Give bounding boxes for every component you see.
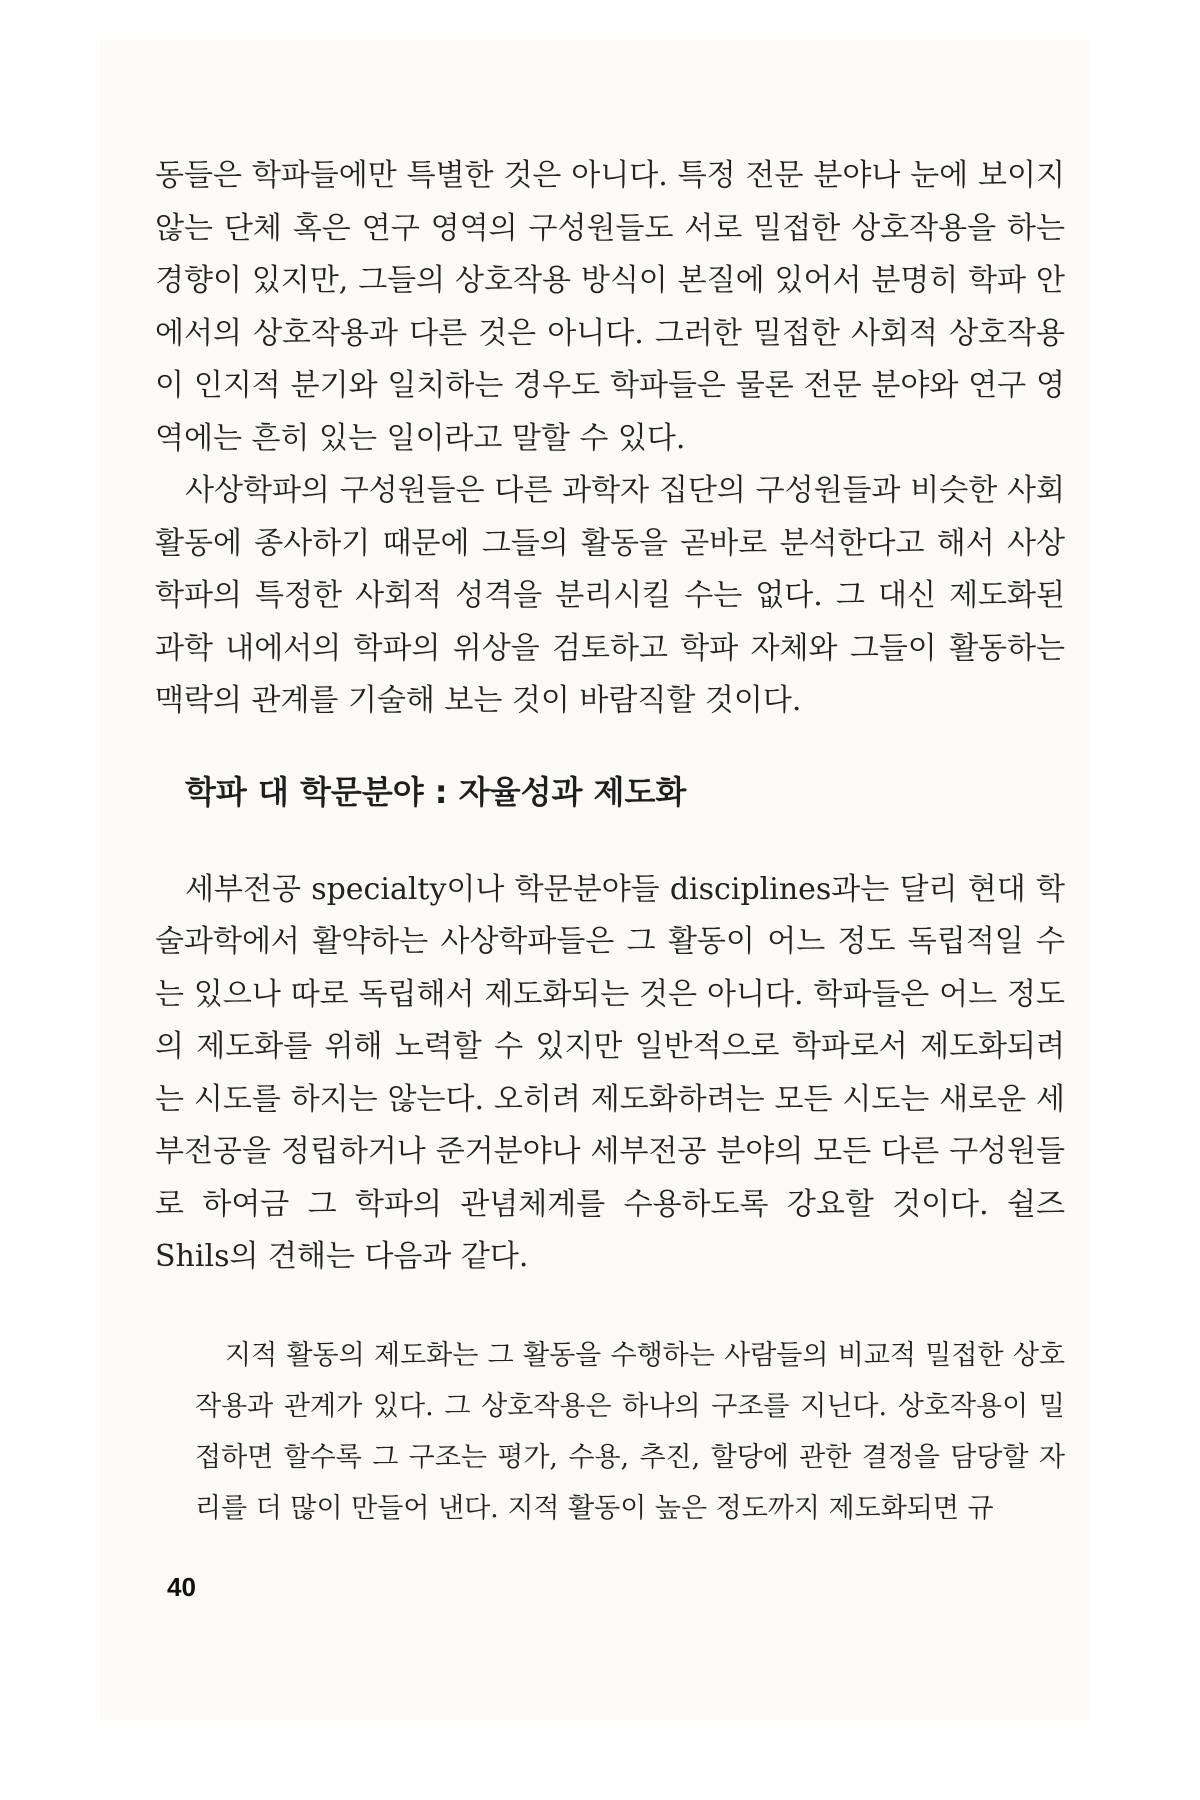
paragraph-school-members: 사상학파의 구성원들은 다른 과학자 집단의 구성원들과 비슷한 사회활동에 종사하기 때문에 그들의 활동을 곧바로 분석한다고 해서 사상학파의 특정한 사회적 성격을 분리시킬 수는 없다. 그 대신 제도화된 과학 내에서의 학파의 위상을 검토하고 학파 자체와 그들이 활동하는 맥락의 관계를 기술해 보는 것이 바람직할 것이다. [155,473,1065,718]
paragraph-continued: 동들은 학파들에만 특별한 것은 아니다. 특정 전문 분야나 눈에 보이지 않는 단체 혹은 연구 영역의 구성원들도 서로 밀접한 상호작용을 하는 경향이 있지만, 그들의 상호작용 방식이 본질에 있어서 분명히 학파 안에서의 상호작용과 다른 것은 아니다. 그러한 밀접한 사회적 상호작용이 인지적 분기와 일치하는 경우도 학파들은 물론 전문 분야와 연구 영역에는 흔히 있는 일이라고 말할 수 있다. [155,158,1065,456]
block-quote: 지적 활동의 제도화는 그 활동을 수행하는 사람들의 비교적 밀접한 상호작용과 관계가 있다. 그 상호작용은 하나의 구조를 지닌다. 상호작용이 밀접하면 할수록 그 구조는 평가, 수용, 추진, 할당에 관한 결정을 담당할 자리를 더 많이 만들어 낸다. 지적 활동이 높은 정도까지 제도화되면 규 [195,1339,1065,1524]
section-heading: 학파 대 학문분야 : 자율성과 제도화 [185,772,687,811]
page-number: 40 [167,1572,196,1602]
paragraph-specialty-disciplines: 세부전공 specialty이나 학문분야들 disciplines과는 달리 현대 학술과학에서 활약하는 사상학파들은 그 활동이 어느 정도 독립적일 수는 있으나 따로 독립해서 제도화되는 것은 아니다. 학파들은 어느 정도의 제도화를 위해 노력할 수 있지만 일반적으로 학파로서 제도화되려는 시도를 하지는 않는다. 오히려 제도화하려는 모든 시도는 새로운 세부전공을 정립하거나 준거분야나 세부전공 분야의 모든 다른 구성원들로 하여금 그 학파의 관념체계를 수용하도록 강요할 것이다. 쉴즈 Shils의 견해는 다음과 같다. [155,871,1065,1274]
page-content [155,150,1065,1534]
